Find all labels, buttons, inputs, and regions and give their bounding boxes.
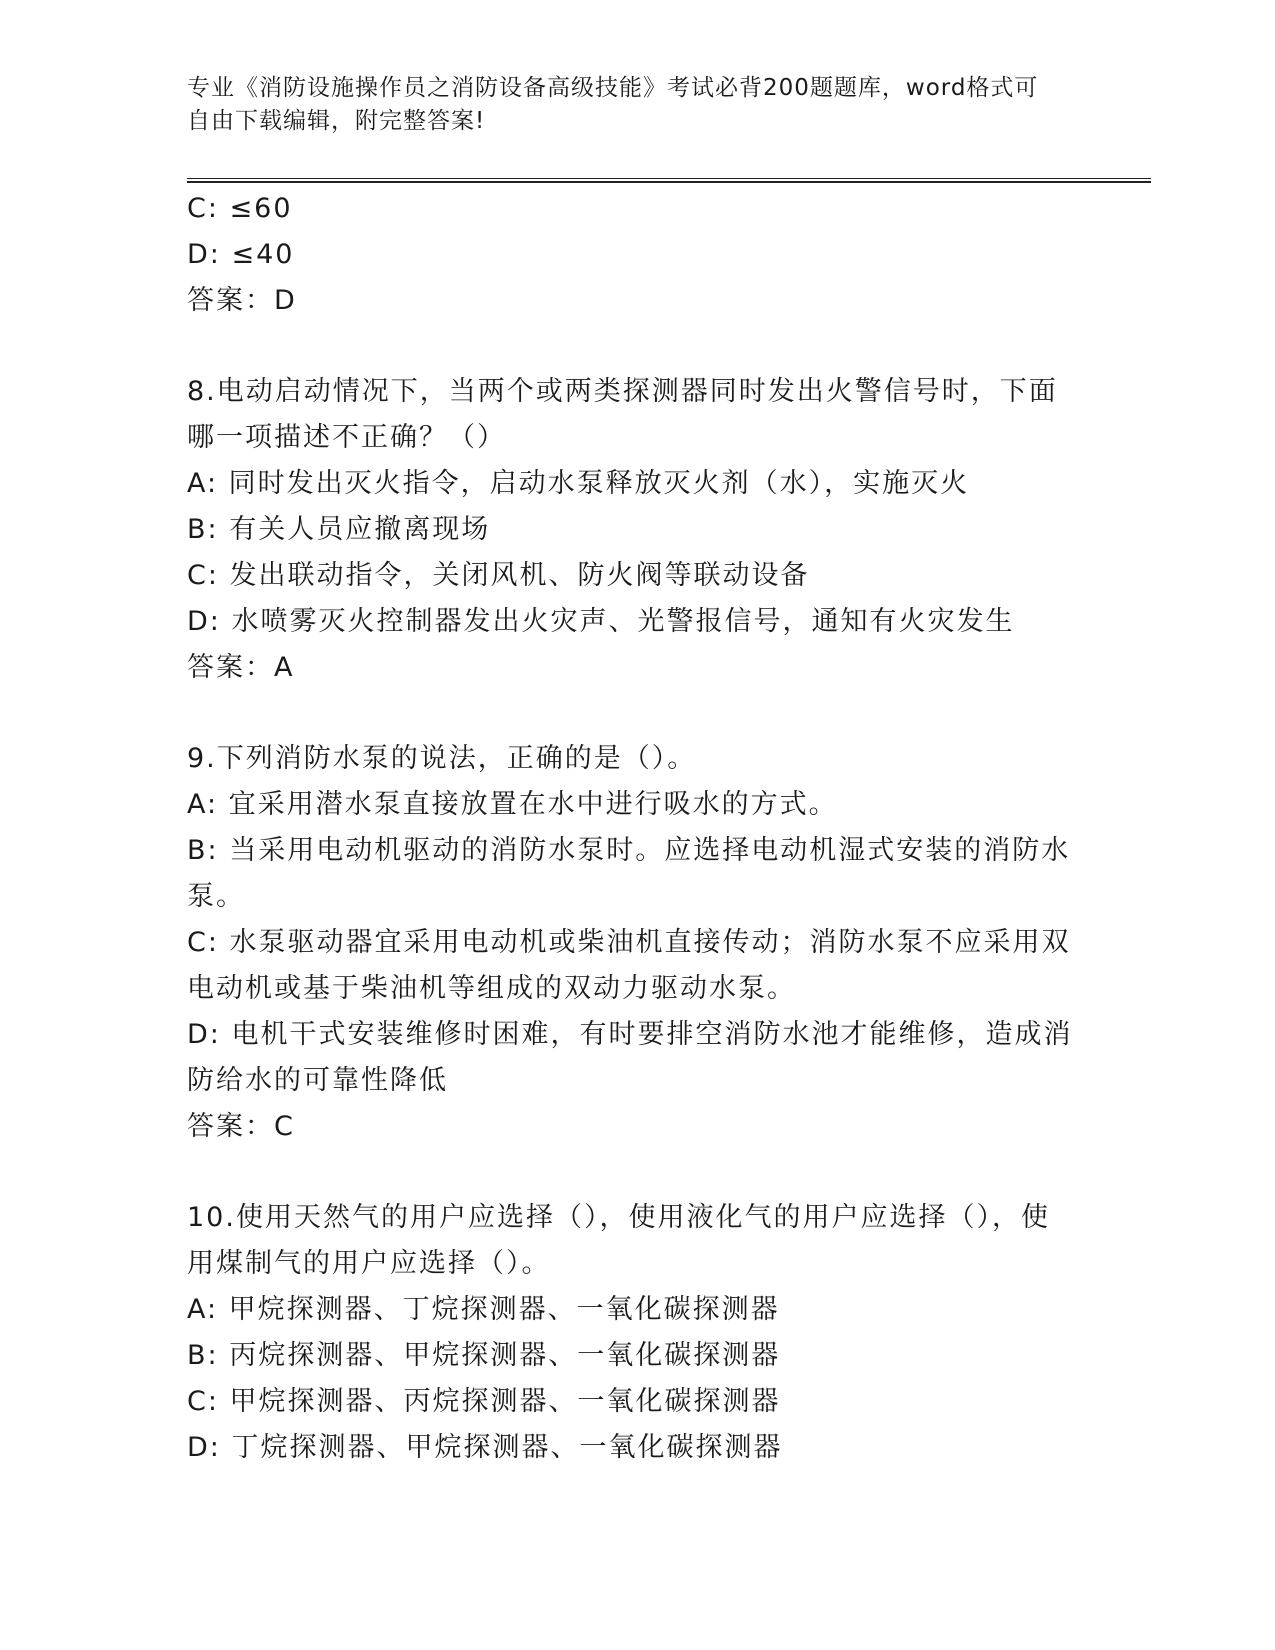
page-header — [187, 72, 1067, 138]
spacer — [187, 691, 1067, 736]
option-b: B: 有关人员应撤离现场 — [187, 514, 491, 545]
option-b: B: 丙烷探测器、甲烷探测器、一氧化碳探测器 — [187, 1340, 781, 1371]
option-d-continued: 防给水的可靠性降低 — [187, 1065, 448, 1096]
question-7-tail — [187, 186, 1067, 324]
header-rule-thin — [187, 178, 1151, 179]
option-d: D: 电机干式安装维修时困难，有时要排空消防水池才能维修，造成消 — [187, 1019, 1073, 1050]
header-title-line-1: 专业《消防设施操作员之消防设备高级技能》考试必背200题题库，word格式可 — [187, 75, 1039, 101]
header-rule-thick — [187, 181, 1151, 183]
option-b-continued: 泵。 — [187, 881, 245, 912]
option-a: A: 宜采用潜水泵直接放置在水中进行吸水的方式。 — [187, 789, 838, 820]
option-a: A: 同时发出灭火指令，启动水泵释放灭火剂（水），实施灭火 — [187, 468, 970, 499]
option-a: A: 甲烷探测器、丁烷探测器、一氧化碳探测器 — [187, 1294, 780, 1325]
question-stem: 8.电动启动情况下，当两个或两类探测器同时发出火警信号时，下面 — [187, 376, 1058, 407]
question-stem-continued: 哪一项描述不正确？（） — [187, 422, 506, 453]
option-c-continued: 电动机或基于柴油机等组成的双动力驱动水泵。 — [187, 973, 796, 1004]
option-d: D: ≤40 — [187, 239, 295, 270]
option-c: C: 水泵驱动器宜采用电动机或柴油机直接传动；消防水泵不应采用双 — [187, 927, 1071, 958]
option-c: C: 发出联动指令，关闭风机、防火阀等联动设备 — [187, 560, 810, 591]
question-stem: 10.使用天然气的用户应选择（），使用液化气的用户应选择（），使 — [187, 1202, 1050, 1233]
option-d: D: 水喷雾灭火控制器发出火灾声、光警报信号，通知有火灾发生 — [187, 606, 1015, 637]
spacer — [187, 324, 1067, 369]
option-c: C: ≤60 — [187, 193, 293, 224]
answer: 答案：A — [187, 652, 295, 683]
question-stem: 9.下列消防水泵的说法，正确的是（）。 — [187, 743, 697, 774]
header-title-line-2: 自由下载编辑，附完整答案! — [187, 108, 486, 134]
answer: 答案：D — [187, 285, 297, 316]
question-stem-continued: 用煤制气的用户应选择（）。 — [187, 1248, 551, 1279]
question-10 — [187, 1195, 1067, 1471]
spacer — [187, 1150, 1067, 1195]
answer: 答案：C — [187, 1111, 295, 1142]
option-b: B: 当采用电动机驱动的消防水泵时。应选择电动机湿式安装的消防水 — [187, 835, 1071, 866]
question-9 — [187, 736, 1073, 1150]
question-8 — [187, 369, 1067, 691]
option-c: C: 甲烷探测器、丙烷探测器、一氧化碳探测器 — [187, 1386, 781, 1417]
option-d: D: 丁烷探测器、甲烷探测器、一氧化碳探测器 — [187, 1432, 783, 1463]
question-list — [187, 186, 1073, 1471]
